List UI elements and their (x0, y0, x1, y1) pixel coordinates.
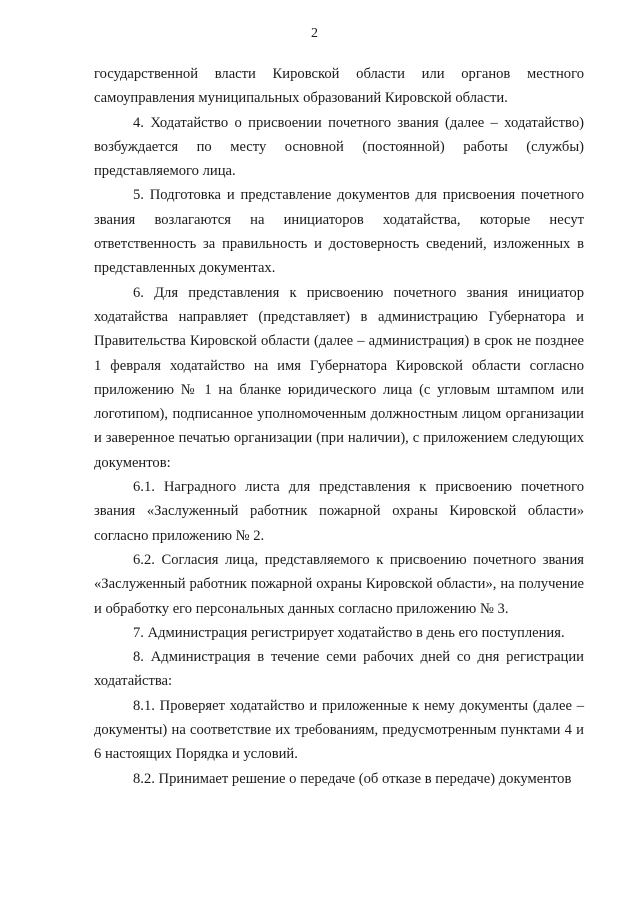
paragraph-4: 4. Ходатайство о присвоении почетного звания (далее – ходатайство) возбуждается по месту основной (постоянной) работы (службы) представляемого лица. (94, 114, 584, 180)
paragraph-6: 6. Для представления к присвоению почетного звания инициатор ходатайства направляет (представляет) в администрацию Губернатора и Правительства Кировской области (далее – администрация) в срок не позднее 1 февраля ходатайство на имя Губернатора Кировской области согласно приложению № 1 на бланке юридического лица (с угловым штампом или логотипом), подписанное уполномоченным должностным лицом организации и заверенное печатью организации (при наличии), с приложением следующих документов: (94, 284, 584, 471)
paragraph-8-1: 8.1. Проверяет ходатайство и приложенные к нему документы (далее – документы) на соответствие их требованиям, предусмотренным пунктами 4 и 6 настоящих Порядка и условий. (94, 697, 584, 763)
paragraph-5: 5. Подготовка и представление документов для присвоения почетного звания возлагаются на инициаторов ходатайства, которые несут ответственность за правильность и достоверность сведений, изложенных в представленных документах. (94, 187, 584, 277)
paragraph-8-2: 8.2. Принимает решение о передаче (об отказе в передаче) документов (133, 770, 572, 787)
paragraph-6-2: 6.2. Согласия лица, представляемого к присвоению почетного звания «Заслуженный работник пожарной охраны Кировской области», на получение и обработку его персональных данных согласно приложению № 3. (94, 551, 584, 617)
paragraph-6-1: 6.1. Наградного листа для представления к присвоению почетного звания «Заслуженный работник пожарной охраны Кировской области» согласно приложению № 2. (94, 479, 584, 544)
paragraph-8: 8. Администрация в течение семи рабочих дней со дня регистрации ходатайства: (94, 649, 584, 690)
page-number: 2 (311, 26, 318, 41)
paragraph-continuation: государственной власти Кировской области или органов местного самоуправления муниципальных образований Кировской области. (94, 66, 584, 107)
paragraph-7: 7. Администрация регистрирует ходатайство в день его поступления. (133, 624, 565, 641)
document-body (94, 62, 584, 791)
